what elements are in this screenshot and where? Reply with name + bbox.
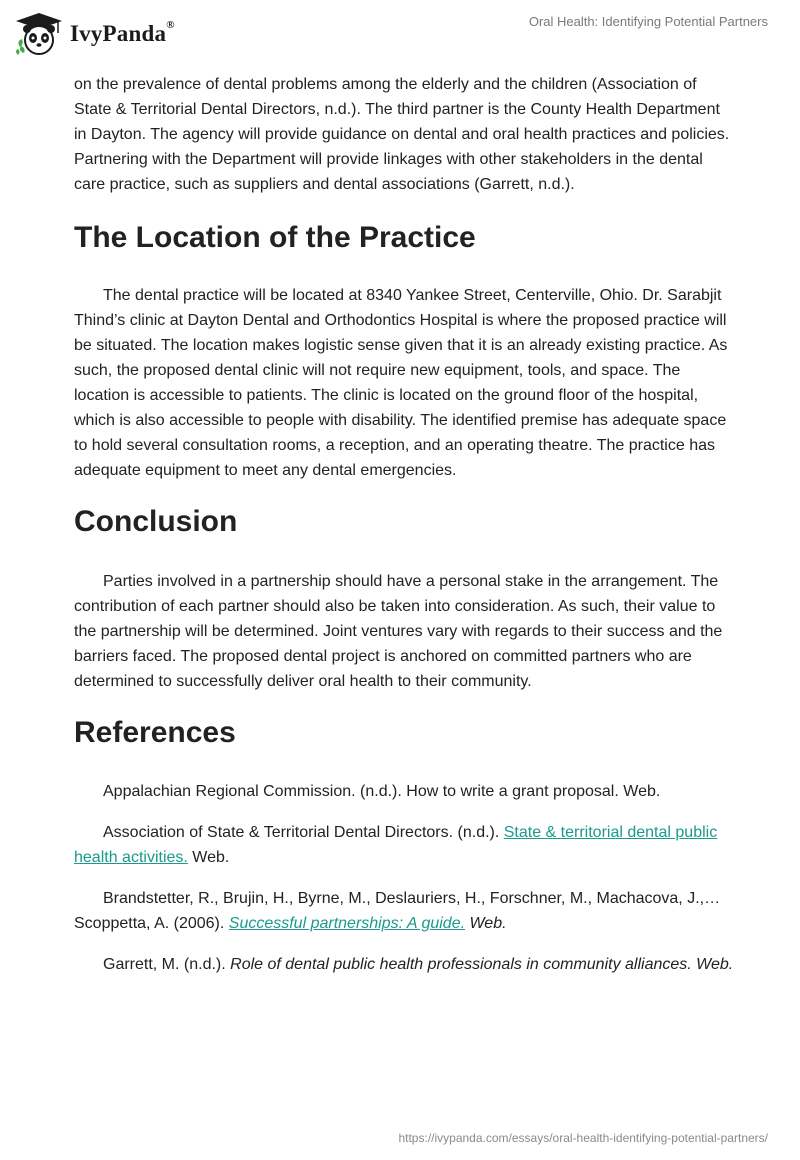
reference-item: Brandstetter, R., Brujin, H., Byrne, M., Deslauriers, H., Forschner, M., Machacova, J.,…Scoppetta, A. (2006). Successful partnerships: A guide. Web. xyxy=(74,890,721,932)
source-url[interactable]: https://ivypanda.com/essays/oral-health-identifying-potential-partners/ xyxy=(398,1131,768,1145)
reference-item: Garrett, M. (n.d.). Role of dental public health professionals in community alliances. Web. xyxy=(103,956,734,973)
page-header xyxy=(0,0,800,70)
reference-link[interactable]: Successful partnerships: A guide. xyxy=(228,915,466,932)
location-paragraph: The dental practice will be located at 8340 Yankee Street, Centerville, Ohio. Dr. Sarabjit Thind’s clinic at Dayton Dental and Orthodontics Hospital is where the proposed practice will be situated. The location makes logistic sense given that it is an already existing practice. As such, the proposed dental clinic will not require new equipment, tools, and space. The location is accessible to patients. The clinic is located on the ground floor of the hospital, which is also accessible to people with disability. The identified premise has adequate space to hold several consultation rooms, a reception, and an operating theatre. The practice has adequate equipment to meet any dental emergencies. xyxy=(74,287,728,479)
reference-item: Appalachian Regional Commission. (n.d.). How to write a grant proposal. Web. xyxy=(103,783,661,800)
intro-paragraph: on the prevalence of dental problems among the elderly and the children (Association of State & Territorial Dental Directors, n.d.). The third partner is the County Health Department in Dayton. The agency will provide guidance on dental and oral health practices and policies. Partnering with the Department will provide linkages with other stakeholders in the dental care practice, such as suppliers and dental associations (Garrett, n.d.). xyxy=(74,76,730,193)
location-heading: The Location of the Practice xyxy=(74,221,476,254)
brand-name: IvyPanda® xyxy=(70,19,175,46)
conclusion-paragraph: Parties involved in a partnership should have a personal stake in the arrangement. The contribution of each partner should also be taken into consideration. As such, their value to the partnership will be determined. Joint ventures vary with regards to their success and the barriers faced. The proposed dental project is anchored on committed partners who are determined to successfully deliver oral health to their community. xyxy=(74,573,723,690)
reference-list xyxy=(74,779,734,977)
reference-item: Association of State & Territorial Dental Directors. (n.d.). State & territorial dental public health activities. Web. xyxy=(74,824,718,866)
ivypanda-logo[interactable] xyxy=(14,8,189,60)
essay-content xyxy=(74,72,734,993)
references-heading: References xyxy=(74,716,236,749)
panda-mascot-icon xyxy=(14,11,64,57)
conclusion-heading: Conclusion xyxy=(74,505,238,538)
reference-link[interactable]: State & territorial dental public health activities. xyxy=(74,824,718,866)
document-title: Oral Health: Identifying Potential Partners xyxy=(528,14,768,29)
